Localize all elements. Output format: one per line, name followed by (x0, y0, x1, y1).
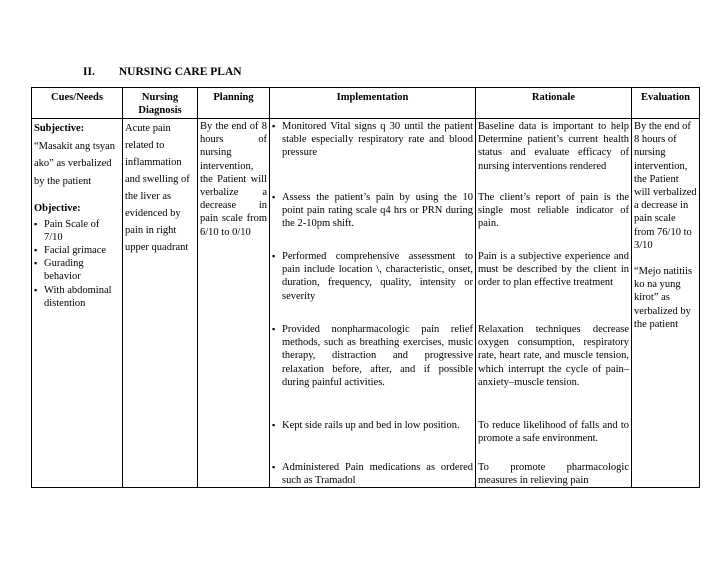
rationale-cell (476, 119, 632, 488)
care-plan-table (31, 87, 700, 488)
implementation-item: ▪ Kept side rails up and bed in low position. (272, 419, 473, 461)
subjective-text: “Masakit ang tsyan ako” as verbalized by the patient (34, 140, 116, 187)
evaluation-cell (632, 119, 700, 488)
rationale-item: The client’s report of pain is the single most reliable indicator of pain. (478, 192, 629, 230)
rationale-item: To promote pharmacologic measures in relieving pain (478, 462, 629, 487)
header-planning: Planning (198, 88, 270, 119)
objective-item: ▪ With abdominal distention (34, 284, 120, 310)
objective-item: ▪ Pain Scale of 7/10 (34, 218, 120, 244)
implementation-list (272, 120, 473, 487)
planning-text: By the end of 8 hours of nursing intervention, the Patient will verbalize a decrease in pain scale from 6/10 to 0/10 (200, 121, 267, 238)
objective-label: Objective: (34, 203, 81, 214)
subjective-label: Subjective: (34, 123, 85, 134)
implementation-item: ▪ Provided nonpharmacologic pain relief methods, such as breathing exercises, music therapy, distraction and progressive relaxation before, after, and if possible during painful activities. (272, 323, 473, 419)
section-number: II. (83, 66, 95, 78)
implementation-item: ▪ Monitored Vital signs q 30 until the patient stable especially respiratory rate and blood pressure (272, 120, 473, 191)
header-evaluation: Evaluation (632, 88, 700, 119)
cues-cell (32, 119, 123, 488)
diagnosis-cell (123, 119, 198, 488)
planning-cell (198, 119, 270, 488)
implementation-item: ▪ Performed comprehensive assessment to pain include location \, characteristic, onset, duration, frequency, quality, intensity or severity (272, 250, 473, 323)
rationale-item: Relaxation techniques decrease oxygen consumption, respiratory rate, heart rate, and muscle tension, which interrupt the cycle of pain–anxiety–muscle tension. (478, 324, 629, 388)
section-title: NURSING CARE PLAN (118, 66, 242, 78)
objective-item: ▪ Gurading behavior (34, 257, 120, 283)
evaluation-text: By the end of 8 hours of nursing intervention, the Patient will verbalized a decrease in pain scale from 76/10 to 3/10 (634, 121, 697, 251)
implementation-item: ▪ Assess the patient’s pain by using the 10 point pain rating scale q4 hrs or PRN during the 2-10pm shift. (272, 191, 473, 250)
rationale-item: Baseline data is important to help Determine patient’s current health status and evaluate efficacy of nursing interventions rendered (478, 121, 629, 172)
section-heading (83, 66, 242, 78)
header-implementation: Implementation (270, 88, 476, 119)
header-rationale: Rationale (476, 88, 632, 119)
header-diagnosis: Nursing Diagnosis (123, 88, 198, 119)
implementation-cell (270, 119, 476, 488)
evaluation-quote: “Mejo natitiis ko na yung kirot” as verbalized by the patient (634, 266, 693, 330)
care-plan-row (32, 119, 700, 488)
rationale-item: Pain is a subjective experience and must be described by the client in order to plan effective treatment (478, 251, 629, 289)
diagnosis-text: Acute pain related to inflammation and swelling of the liver as evidenced by pain in right upper quadrant (125, 123, 190, 253)
rationale-item: To reduce likelihood of falls and to promote a safe environment. (478, 420, 629, 445)
objective-list (34, 218, 120, 310)
objective-item: ▪ Facial grimace (34, 244, 120, 257)
implementation-item: ▪ Administered Pain medications as ordered such as Tramadol (272, 461, 473, 487)
header-row (32, 88, 700, 119)
header-cues: Cues/Needs (32, 88, 123, 119)
